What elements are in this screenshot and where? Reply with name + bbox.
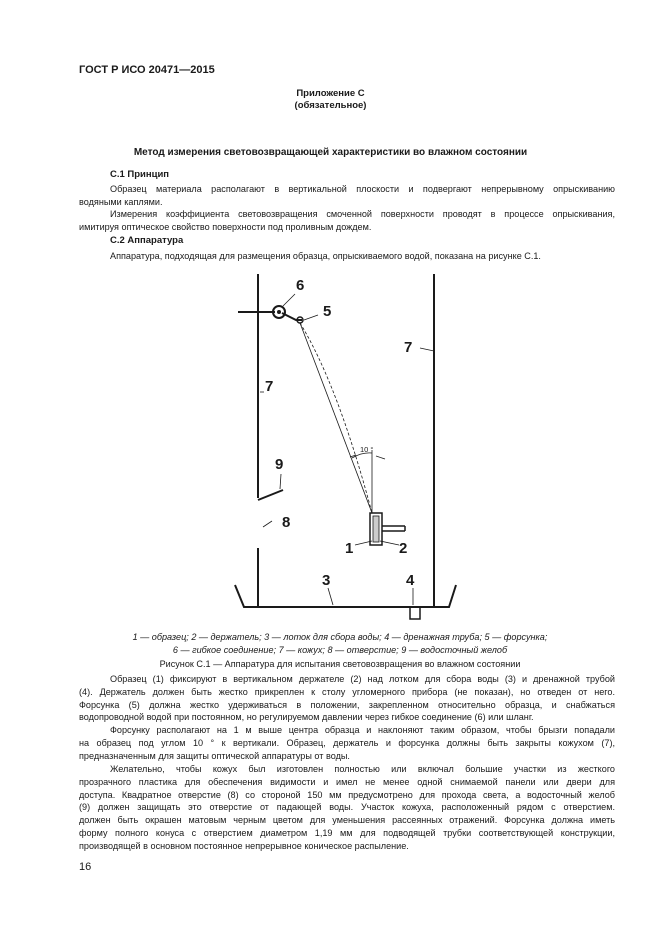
annex-status: (обязательное) — [294, 100, 367, 111]
label-1: 1 — [345, 540, 354, 557]
body-p3-line: должен быть окрашен матовым черным цветом для уменьшения рассеянных отражений. Форсунка должна иметь — [79, 815, 615, 826]
c1-paragraph-1 — [79, 183, 615, 209]
c2-heading: С.2 Аппаратура — [110, 235, 184, 246]
legend-line-1: 1 — образец; 2 — держатель; 3 — лоток для сбора воды; 4 — дренажная труба; 5 — форсунка; — [132, 632, 548, 642]
label-9: 9 — [275, 456, 284, 473]
c1-p1-line2: водяными каплями. — [79, 196, 163, 207]
body-p1-line: (4). Держатель должен быть жестко прикреплен к столу угломерного прибора (не показан), но отведен от него. — [79, 686, 615, 697]
angle-label: 10 ° — [360, 445, 374, 454]
label-6: 6 — [296, 277, 305, 294]
c2-paragraph-1 — [79, 250, 615, 263]
leader-5 — [304, 315, 318, 320]
label-2: 2 — [399, 540, 408, 557]
label-7-right: 7 — [404, 339, 413, 356]
body-p3-line: Желательно, чтобы кожух был изготовлен полностью или включал большие участки из жесткого — [110, 764, 615, 774]
label-7-left: 7 — [265, 378, 274, 395]
gutter — [258, 490, 283, 500]
leader-8 — [263, 521, 272, 527]
body-p2-line: на образец под углом 10 ° к вертикали. Образец, держатель и форсунка должны быть закрыты кожухом (7), — [79, 737, 615, 748]
body-p1-line: Образец (1) фиксируют в вертикальном держателе (2) над лотком для сбора воды (3) и дренажной трубой — [110, 674, 615, 684]
spray-line — [300, 323, 372, 513]
body-paragraph-3 — [79, 763, 615, 853]
document-header: ГОСТ Р ИСО 20471—2015 — [79, 64, 215, 76]
leader-3 — [328, 588, 333, 605]
sample — [373, 516, 379, 542]
c2-p1-text: Аппаратура, подходящая для размещения образца, опрыскиваемого водой, показана на рисунке С.1. — [110, 251, 541, 261]
angle-arrow-right — [376, 456, 385, 459]
annex-title: Приложение С — [296, 88, 365, 99]
c1-heading: С.1 Принцип — [110, 169, 170, 180]
body-paragraph-2 — [79, 724, 615, 762]
page-number: 16 — [79, 861, 92, 873]
water-tray — [235, 585, 456, 607]
figure-legend — [60, 631, 620, 656]
drain-pipe — [410, 607, 420, 619]
leader-6 — [283, 294, 295, 306]
label-5: 5 — [323, 303, 332, 320]
leader-9 — [280, 474, 281, 489]
label-3: 3 — [322, 572, 331, 589]
leader-2 — [380, 541, 399, 545]
body-p3-line: производящей в основном постоянное непрерывное коническое распыление. — [79, 840, 409, 851]
flexible-joint-center — [277, 310, 281, 314]
body-p3-line: доступа. Квадратное отверстие (8) со стороной 150 мм предусмотрено для прохода света, а водосточный желоб — [79, 789, 615, 800]
c1-p2-line2: имитируя оптическое свойство поверхности под проливным дождем. — [79, 221, 372, 232]
label-4: 4 — [406, 572, 415, 589]
figure-caption: Рисунок С.1 — Аппаратура для испытания световозвращения во влажном состоянии — [159, 659, 521, 669]
section-title: Метод измерения световозвращающей характеристики во влажном состоянии — [133, 147, 528, 158]
c1-p1-line1: Образец материала располагают в вертикальной плоскости и подвергают непрерывному опрыскиванию — [110, 184, 615, 194]
legend-line-2: 6 — гибкое соединение; 7 — кожух; 8 — отверстие; 9 — водосточный желоб — [172, 644, 508, 655]
body-p1-line: Форсунка (5) должна жестко удерживаться в положении, закрепленном относительно образца, и снабжаться — [79, 699, 615, 710]
body-p3-line: форму полного конуса с отверстием диаметром 1,19 мм для подводящей трубки соответствующей конструкции, — [79, 827, 615, 838]
leader-7-right — [420, 348, 434, 351]
c1-p2-line1: Измерения коэффициента световозвращения смоченной поверхности проводят в процессе опрыскивания, — [110, 209, 615, 219]
label-8: 8 — [282, 514, 291, 531]
body-p2-line: предназначенным для защиты оптической аппаратуры от воды. — [79, 750, 350, 761]
body-p3-line: прозрачного пластика для обеспечения видимости и имел не менее одной снимаемой панели или двери для — [79, 776, 615, 787]
figure-c1-diagram — [0, 270, 661, 630]
body-p3-line: (9) должен защищать это отверстие от падающей воды. Участок кожуха, расположенный рядом с отверстием. — [79, 802, 615, 813]
c1-paragraph-2 — [79, 208, 615, 234]
body-p1-line: водопроводной водой при постоянном, но регулируемом давлении через гибкое соединение (6) или шланг. — [79, 712, 534, 723]
body-p2-line: Форсунку располагают на 1 м выше центра образца и наклоняют таким образом, чтобы брызги попадали — [110, 725, 615, 735]
body-paragraph-1 — [79, 673, 615, 724]
